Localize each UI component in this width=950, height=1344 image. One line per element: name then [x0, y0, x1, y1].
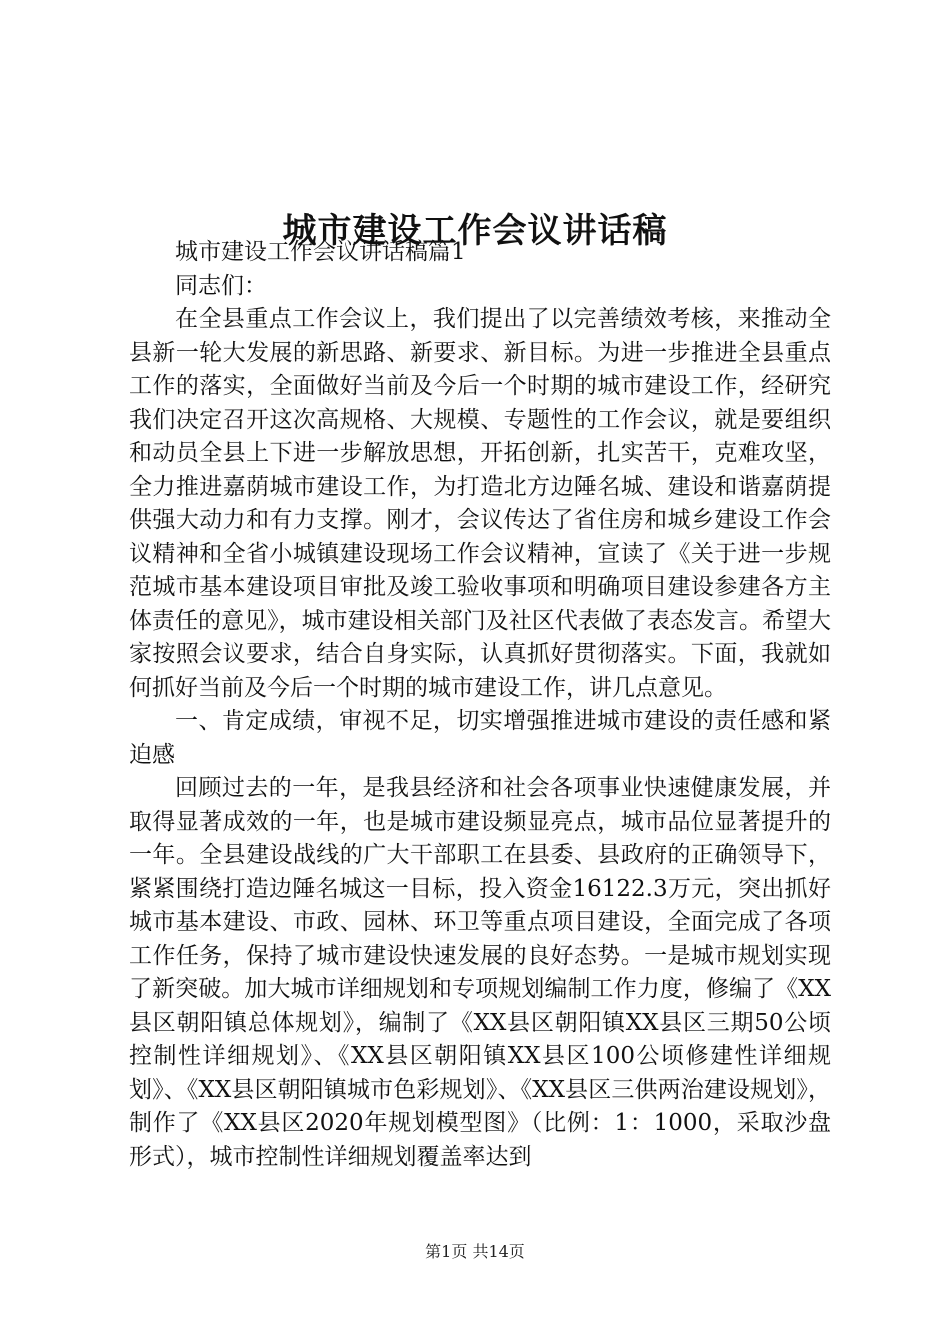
body-paragraph: 回顾过去的一年，是我县经济和社会各项事业快速健康发展，并取得显著成效的一年，也是城市建设频显亮点，城市品位显著提升的一年。全县建设战线的广大干部职工在县委、县政府的正确领导下，紧紧围绕打造边陲名城这一目标，投入资金16122.3万元，突出抓好城市基本建设、市政、园林、环卫等重点项目建设，全面完成了各项工作任务，保持了城市建设快速发展的良好态势。一是城市规划实现了新突破。加大城市详细规划和专项规划编制工作力度，修编了《XX县区朝阳镇总体规划》，编制了《XX县区朝阳镇XX县区三期50公顷控制性详细规划》、《XX县区朝阳镇XX县区100公顷修建性详细规划》、《XX县区朝阳镇城市色彩规划》、《XX县区三供两治建设规划》，制作了《XX县区2020年规划模型图》（比例：1：1000，采取沙盘形式），城市控制性详细规划覆盖率达到: [129, 775, 831, 1170]
section-heading-part1: 城市建设工作会议讲话稿篇1: [175, 239, 466, 265]
salutation: 同志们：: [175, 272, 267, 299]
page-number-footer: 第1页 共14页: [425, 1242, 525, 1261]
body-paragraph: 在全县重点工作会议上，我们提出了以完善绩效考核，来推动全县新一轮大发展的新思路、新要求、新目标。为进一步推进全县重点工作的落实，全面做好当前及今后一个时期的城市建设工作，经研究我们决定召开这次高规格、大规模、专题性的工作会议，就是要组织和动员全县上下进一步解放思想，开拓创新，扎实苦干，克难攻坚，全力推进嘉荫城市建设工作，为打造北方边陲名城、建设和谐嘉荫提供强大动力和有力支撑。刚才，会议传达了省住房和城乡建设工作会议精神和全省小城镇建设现场工作会议精神，宣读了《关于进一步规范城市基本建设项目审批及竣工验收事项和明确项目建设参建各方主体责任的意见》，城市建设相关部门及社区代表做了表态发言。希望大家按照会议要求，结合自身实际，认真抓好贯彻落实。下面，我就如何抓好当前及今后一个时期的城市建设工作，讲几点意见。: [129, 306, 831, 701]
section-heading: 一、肯定成绩，审视不足，切实增强推进城市建设的责任感和紧迫感: [129, 708, 831, 768]
document-body: [129, 236, 831, 1174]
document-title: 城市建设工作会议讲话稿: [282, 210, 668, 251]
